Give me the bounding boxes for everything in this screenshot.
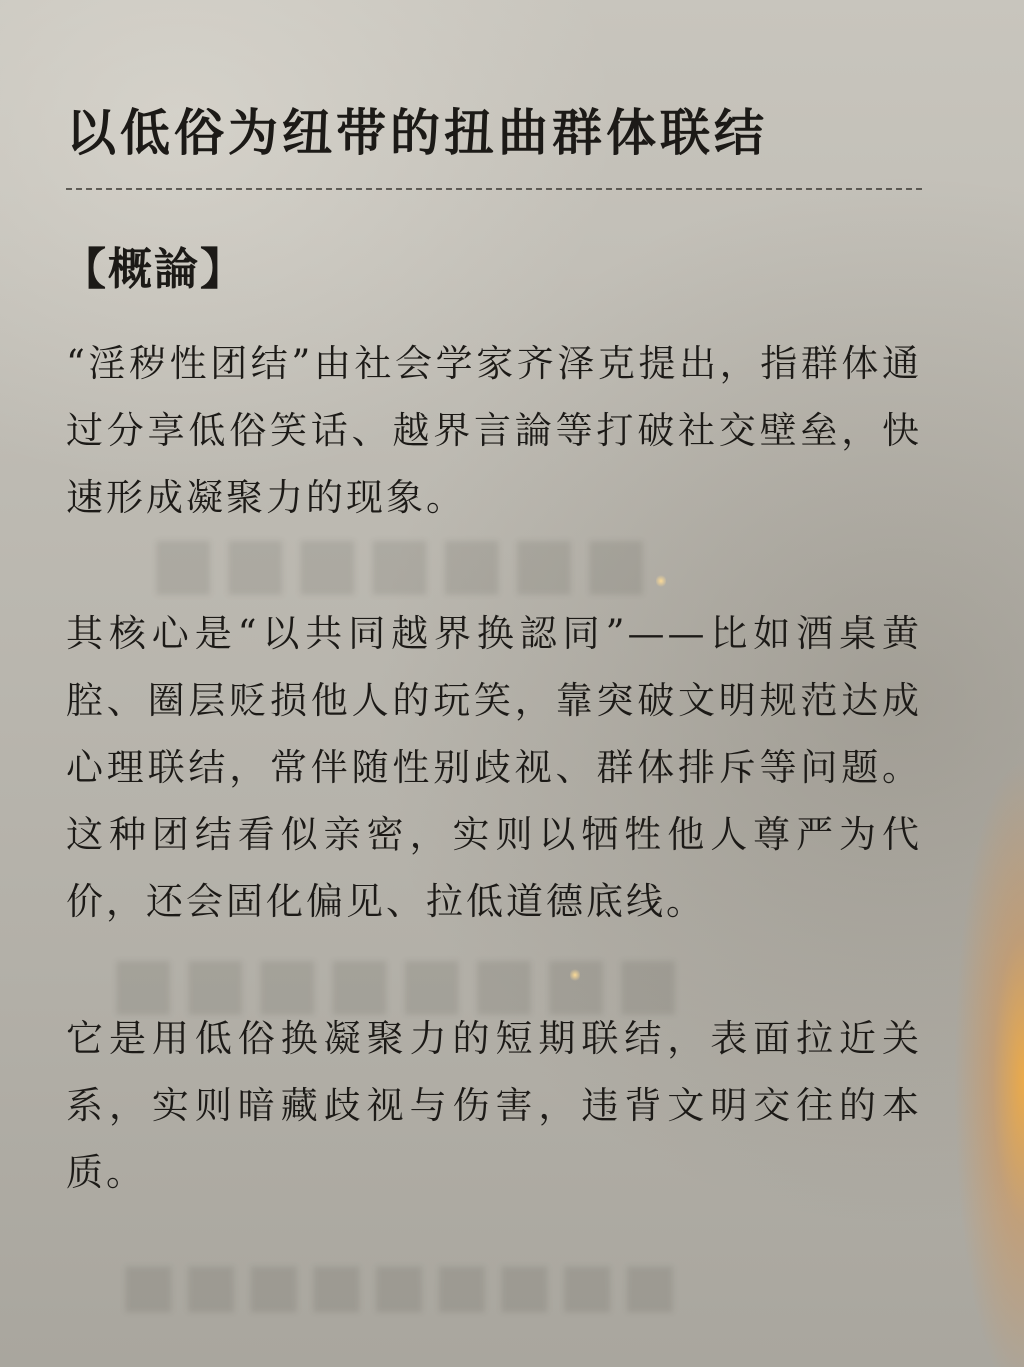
light-speck	[570, 968, 580, 982]
page-title: 以低俗为纽带的扭曲群体联结	[66, 103, 768, 162]
background-blurred-text: ■■■■■■■■■	[120, 1250, 685, 1320]
paragraph-core: 其核心是“以共同越界换認同”——比如酒桌黄腔、圈层贬损他人的玩笑，靠突破文明规范达成心理联结，常伴随性别歧视、群体排斥等问题。这种团结看似亲密，实则以牺牲他人尊严为代价，还会固化偏见、拉低道德底线。	[66, 612, 922, 923]
section-heading: 【概論】	[62, 244, 246, 295]
paragraph-summary: 它是用低俗换凝聚力的短期联结，表面拉近关系，实则暗藏歧视与伤害，违背文明交往的本质。	[66, 1017, 922, 1194]
background-blurred-text: ■■■■■■■	[150, 520, 655, 603]
background-blurred-text: ■■■■■■■■	[110, 940, 688, 1023]
paragraph-definition: “淫秽性团结”由社会学家齐泽克提出，指群体通过分享低俗笑话、越界言論等打破社交壁垒，快速形成凝聚力的现象。	[66, 342, 922, 519]
dashed-divider	[66, 188, 922, 190]
light-speck	[656, 574, 666, 588]
